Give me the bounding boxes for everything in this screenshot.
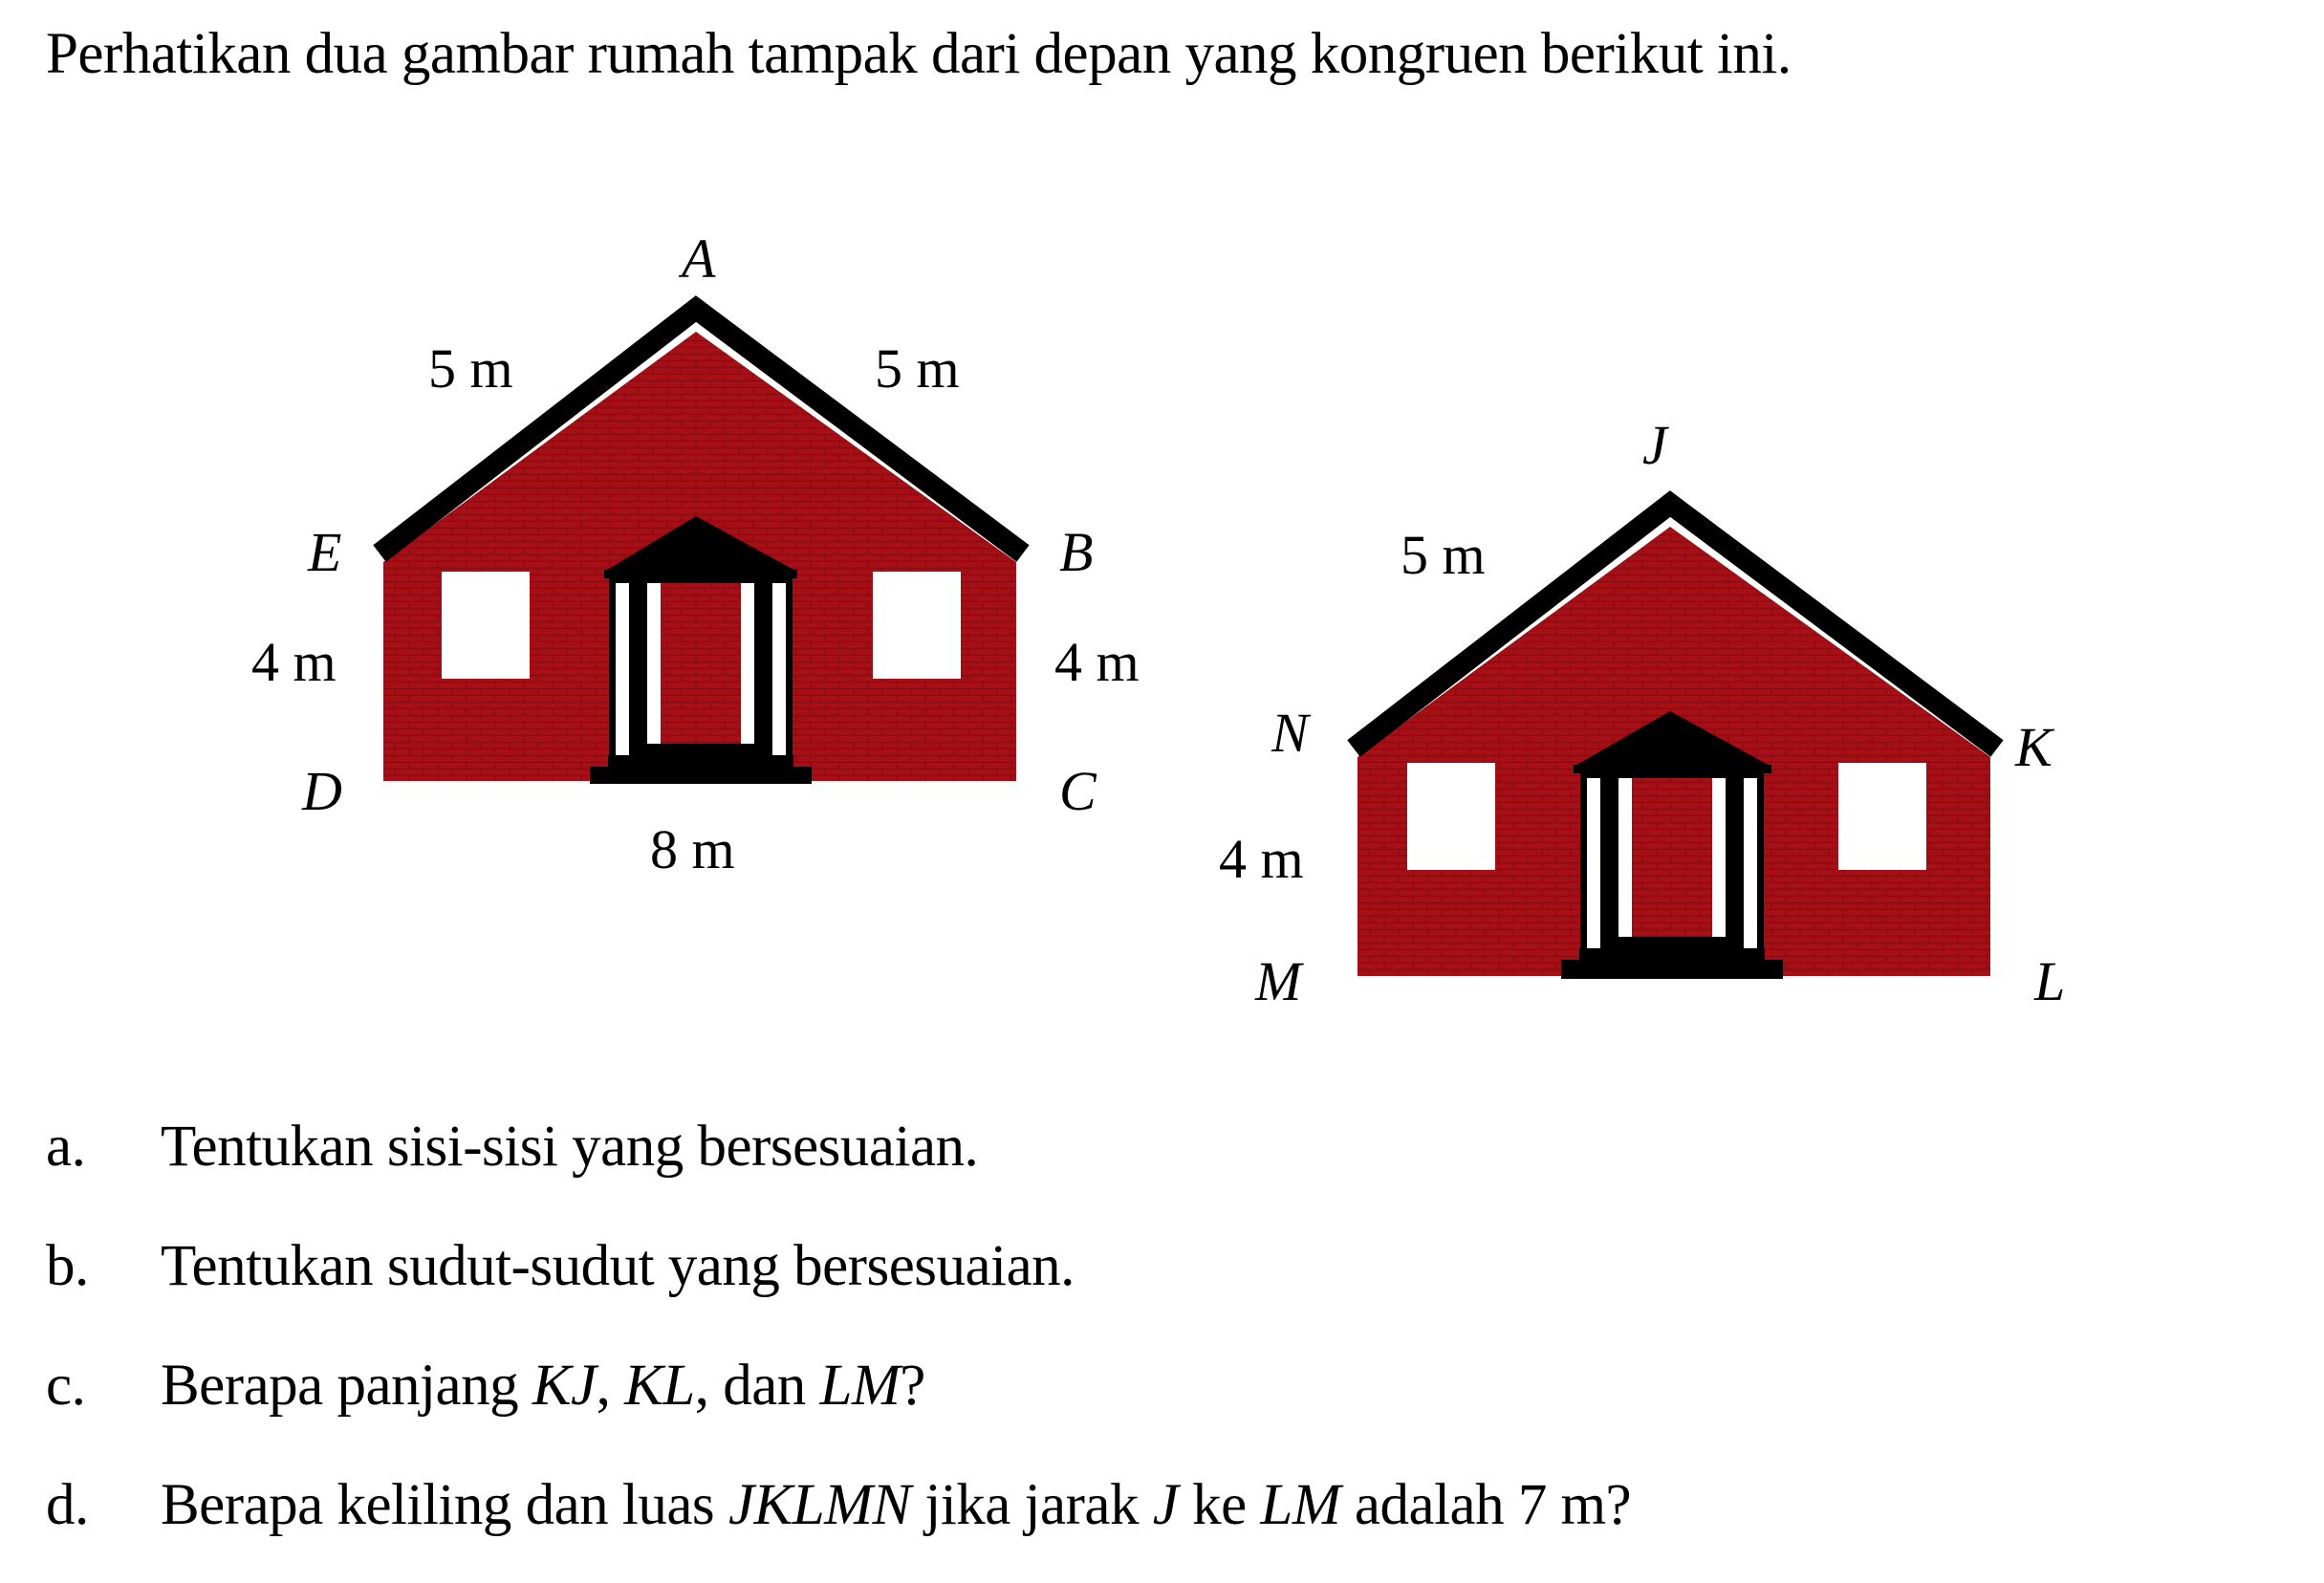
vertex-d: D — [302, 760, 342, 822]
question-letter: c. — [46, 1354, 86, 1418]
question-text: , — [596, 1354, 625, 1418]
question-text: ? — [900, 1354, 925, 1418]
question-text: jika jarak — [910, 1473, 1153, 1537]
vertex-a: A — [682, 228, 716, 290]
segment-kl: KL — [624, 1354, 695, 1418]
house1-left-window — [442, 572, 530, 679]
house2-right-window — [1838, 763, 1926, 870]
question-text: Berapa keliling dan luas — [161, 1473, 728, 1537]
vertex-m: M — [1255, 950, 1302, 1012]
question-letter: b. — [46, 1234, 89, 1298]
vertex-e: E — [308, 521, 342, 583]
vertex-b: B — [1059, 521, 1094, 583]
house2-left-window — [1407, 763, 1495, 870]
segment-lm: LM — [1260, 1473, 1341, 1537]
vertex-k: K — [2015, 716, 2053, 778]
segment-kj: KJ — [532, 1354, 597, 1418]
length-ab: 5 m — [875, 337, 960, 400]
question-text: ke — [1178, 1473, 1261, 1537]
house1-right-window — [873, 572, 961, 679]
length-bc: 4 m — [1054, 631, 1140, 693]
question-letter: d. — [46, 1473, 89, 1537]
house-abcde — [251, 228, 1140, 880]
length-dc: 8 m — [650, 818, 735, 880]
question-text: adalah 7 m? — [1340, 1473, 1632, 1537]
house-jklmn — [1219, 414, 2065, 1012]
question-text: , dan — [694, 1354, 820, 1418]
question-d — [46, 1472, 1631, 1539]
length-ed: 4 m — [251, 631, 337, 693]
intro-text: Perhatikan dua gambar rumah tampak dari depan yang kongruen berikut ini. — [46, 22, 1792, 86]
vertex-c: C — [1059, 760, 1097, 822]
question-text: Berapa panjang — [161, 1354, 532, 1418]
point-j: J — [1152, 1473, 1179, 1537]
polygon-jklmn: JKLMN — [728, 1473, 911, 1537]
question-letter: a. — [46, 1115, 86, 1179]
length-nm: 4 m — [1219, 828, 1304, 890]
question-a — [46, 1114, 978, 1181]
vertex-l: L — [2034, 950, 2066, 1012]
question-b — [46, 1233, 1075, 1300]
question-c — [46, 1353, 925, 1420]
question-text: Tentukan sisi-sisi yang bersesuaian. — [161, 1115, 979, 1179]
vertex-n: N — [1271, 702, 1309, 764]
question-text: Tentukan sudut-sudut yang bersesuaian. — [161, 1234, 1075, 1298]
length-nj: 5 m — [1401, 524, 1486, 586]
vertex-j: J — [1642, 414, 1667, 476]
segment-lm: LM — [819, 1354, 901, 1418]
length-ea: 5 m — [428, 337, 513, 400]
